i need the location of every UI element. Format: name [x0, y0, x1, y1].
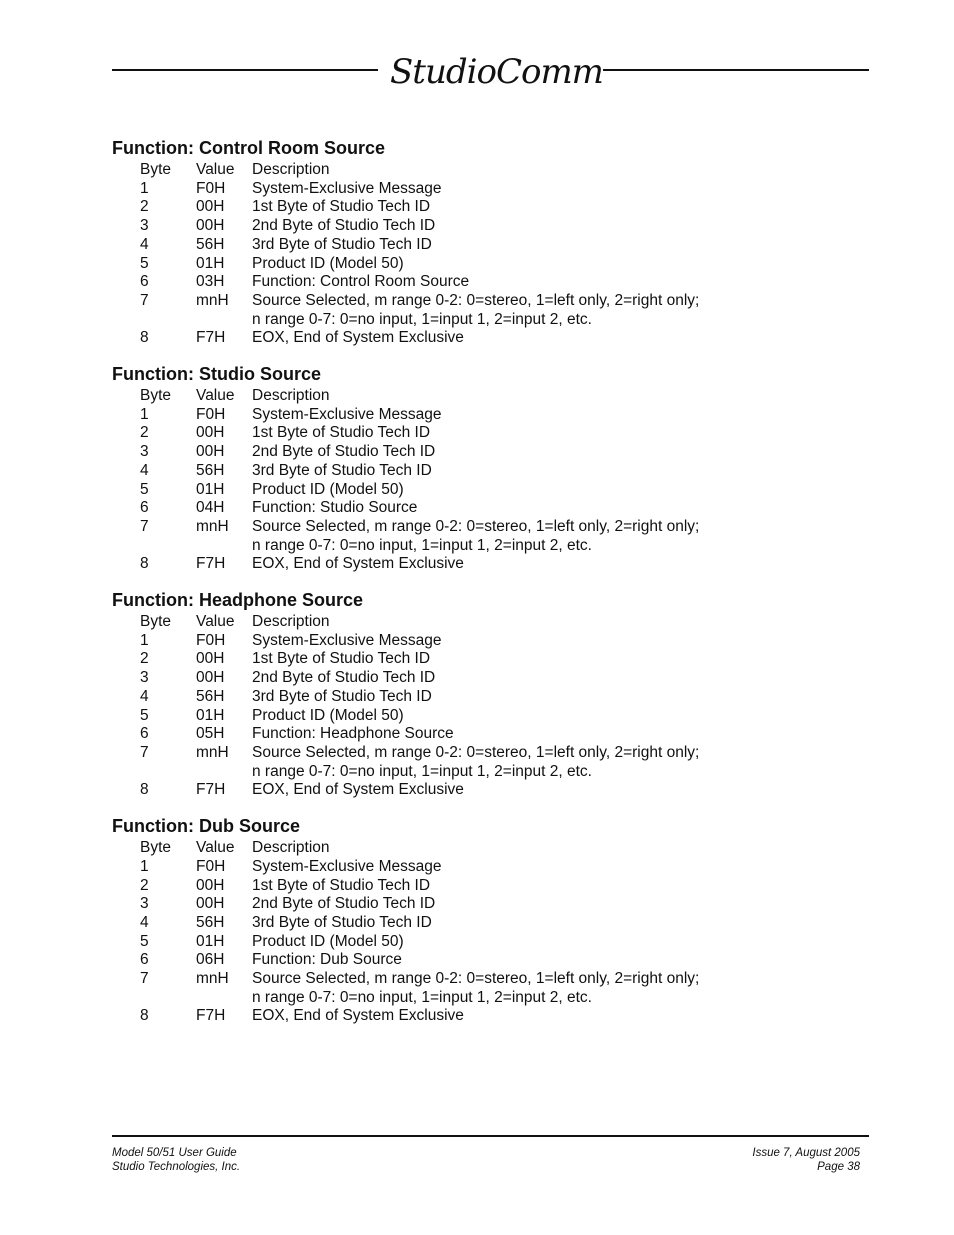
column-header-byte: Byte — [140, 387, 172, 405]
table-row — [112, 311, 872, 330]
table-row — [112, 424, 872, 443]
table-row — [112, 499, 872, 518]
byte-cell: 3 — [140, 443, 149, 461]
byte-cell: 1 — [140, 179, 149, 197]
description-cell: System-Exclusive Message — [252, 405, 442, 423]
byte-cell: 2 — [140, 424, 149, 442]
table-row — [112, 443, 872, 462]
description-cell: EOX, End of System Exclusive — [252, 329, 464, 347]
value-cell: F0H — [196, 631, 226, 649]
value-cell: 03H — [196, 273, 225, 291]
table-row — [112, 255, 872, 274]
table-row — [112, 763, 872, 782]
section-title: Function: Headphone Source — [112, 590, 364, 611]
byte-cell: 6 — [140, 725, 149, 743]
footer-right — [752, 1146, 860, 1174]
description-cell: 3rd Byte of Studio Tech ID — [252, 461, 432, 479]
byte-cell — [112, 763, 196, 782]
table-row — [112, 292, 872, 311]
section-title: Function: Control Room Source — [112, 138, 385, 158]
value-cell — [196, 311, 252, 330]
description-cell: EOX, End of System Exclusive — [252, 555, 464, 573]
table-row — [112, 462, 872, 481]
studiocomm-logo: StudioComm — [390, 52, 603, 92]
column-header-byte: Byte — [140, 839, 172, 857]
byte-cell: 5 — [140, 254, 149, 272]
table-row — [112, 217, 872, 236]
byte-cell: 1 — [140, 857, 149, 875]
description-cell: 2nd Byte of Studio Tech ID — [252, 443, 436, 461]
description-cell: 1st Byte of Studio Tech ID — [252, 424, 431, 442]
footer-issue: Issue 7, August 2005 — [752, 1147, 860, 1159]
description-cell: Product ID (Model 50) — [252, 480, 404, 498]
description-cell: Source Selected, m range 0-2: 0=stereo, 1=left only, 2=right only; — [252, 517, 700, 535]
value-cell: 00H — [196, 876, 225, 894]
table-row — [112, 914, 872, 933]
byte-cell: 7 — [140, 743, 149, 761]
column-header-description: Description — [252, 613, 330, 631]
description-cell: Source Selected, m range 0-2: 0=stereo, 1=left only, 2=right only; — [252, 743, 700, 761]
byte-cell: 7 — [140, 517, 149, 535]
description-cell: 3rd Byte of Studio Tech ID — [252, 913, 432, 931]
function-section — [112, 814, 872, 1026]
value-cell: 00H — [196, 198, 225, 216]
footer-guide-title: Model 50/51 User Guide — [112, 1147, 237, 1159]
byte-cell: 7 — [140, 291, 149, 309]
table-row — [112, 933, 872, 952]
value-cell: F0H — [196, 857, 226, 875]
byte-cell: 5 — [140, 706, 149, 724]
table-row — [112, 632, 872, 651]
value-cell: 00H — [196, 217, 225, 235]
value-cell: 56H — [196, 913, 225, 931]
description-cell: System-Exclusive Message — [252, 179, 442, 197]
description-cell: 1st Byte of Studio Tech ID — [252, 650, 431, 668]
byte-cell: 6 — [140, 499, 149, 517]
value-cell: 56H — [196, 687, 225, 705]
byte-cell: 4 — [140, 235, 149, 253]
table-row — [112, 725, 872, 744]
byte-cell: 1 — [140, 631, 149, 649]
table-row — [112, 781, 872, 800]
table-row — [112, 858, 872, 877]
table-header-row — [112, 161, 872, 180]
description-cell: n range 0-7: 0=no input, 1=input 1, 2=input 2, etc. — [252, 988, 592, 1006]
byte-cell: 5 — [140, 932, 149, 950]
description-cell: Source Selected, m range 0-2: 0=stereo, 1=left only, 2=right only; — [252, 970, 700, 988]
column-header-byte: Byte — [140, 161, 172, 178]
table-row — [112, 669, 872, 688]
table-row — [112, 555, 872, 574]
table-header-row — [112, 613, 872, 632]
value-cell: F0H — [196, 179, 226, 197]
section-title: Function: Dub Source — [112, 816, 300, 837]
value-cell: 56H — [196, 235, 225, 253]
description-cell: System-Exclusive Message — [252, 857, 442, 875]
table-row — [112, 329, 872, 348]
table-row — [112, 406, 872, 425]
description-cell: n range 0-7: 0=no input, 1=input 1, 2=input 2, etc. — [252, 310, 592, 328]
footer-company: Studio Technologies, Inc. — [112, 1161, 241, 1173]
value-cell: 06H — [196, 951, 225, 969]
value-cell — [196, 537, 252, 556]
value-cell: 00H — [196, 650, 225, 668]
value-cell — [196, 763, 252, 782]
function-section — [112, 136, 872, 348]
description-cell: Function: Control Room Source — [252, 273, 470, 291]
description-cell: 3rd Byte of Studio Tech ID — [252, 235, 432, 253]
value-cell: 56H — [196, 461, 225, 479]
description-cell: 2nd Byte of Studio Tech ID — [252, 217, 436, 235]
byte-cell: 2 — [140, 198, 149, 216]
function-section — [112, 588, 872, 800]
byte-cell: 4 — [140, 913, 149, 931]
byte-cell: 8 — [140, 781, 149, 799]
description-cell: 2nd Byte of Studio Tech ID — [252, 895, 436, 913]
value-cell: 01H — [196, 932, 225, 950]
value-cell: 00H — [196, 895, 225, 913]
value-cell: F7H — [196, 781, 226, 799]
description-cell: 1st Byte of Studio Tech ID — [252, 198, 431, 216]
byte-cell: 8 — [140, 329, 149, 347]
description-cell: Product ID (Model 50) — [252, 932, 404, 950]
table-header-row — [112, 387, 872, 406]
table-header-row — [112, 839, 872, 858]
column-header-byte: Byte — [140, 613, 172, 631]
byte-cell: 6 — [140, 273, 149, 291]
table-row — [112, 989, 872, 1008]
page-header — [0, 50, 954, 100]
column-header-value: Value — [196, 161, 235, 178]
byte-cell: 8 — [140, 555, 149, 573]
column-header-value: Value — [196, 387, 235, 405]
footer-page-number: Page 38 — [817, 1161, 860, 1173]
description-cell: Product ID (Model 50) — [252, 706, 404, 724]
value-cell: 05H — [196, 725, 225, 743]
byte-cell: 4 — [140, 461, 149, 479]
table-row — [112, 273, 872, 292]
value-cell: mnH — [196, 291, 229, 309]
value-cell: mnH — [196, 743, 229, 761]
description-cell: System-Exclusive Message — [252, 631, 442, 649]
description-cell: Function: Dub Source — [252, 951, 402, 969]
value-cell: 01H — [196, 480, 225, 498]
description-cell: Source Selected, m range 0-2: 0=stereo, 1=left only, 2=right only; — [252, 291, 700, 309]
value-cell: 00H — [196, 669, 225, 687]
byte-cell: 6 — [140, 951, 149, 969]
function-section — [112, 362, 872, 574]
column-header-value: Value — [196, 839, 235, 857]
description-cell: n range 0-7: 0=no input, 1=input 1, 2=input 2, etc. — [252, 536, 592, 554]
description-cell: Function: Studio Source — [252, 499, 418, 517]
table-row — [112, 180, 872, 199]
table-row — [112, 1007, 872, 1026]
section-title: Function: Studio Source — [112, 364, 321, 385]
table-row — [112, 650, 872, 669]
byte-cell: 2 — [140, 876, 149, 894]
value-cell: F0H — [196, 405, 226, 423]
description-cell: Function: Headphone Source — [252, 725, 454, 743]
footer-left — [112, 1146, 240, 1174]
table-row — [112, 951, 872, 970]
description-cell: EOX, End of System Exclusive — [252, 781, 464, 799]
table-row — [112, 198, 872, 217]
byte-cell: 4 — [140, 687, 149, 705]
value-cell: F7H — [196, 1007, 226, 1025]
value-cell: mnH — [196, 517, 229, 535]
value-cell: 04H — [196, 499, 225, 517]
byte-cell: 2 — [140, 650, 149, 668]
description-cell: 1st Byte of Studio Tech ID — [252, 876, 431, 894]
value-cell: 01H — [196, 254, 225, 272]
column-header-description: Description — [252, 161, 330, 178]
value-cell: 01H — [196, 706, 225, 724]
description-cell: 2nd Byte of Studio Tech ID — [252, 669, 436, 687]
byte-cell — [112, 537, 196, 556]
table-row — [112, 518, 872, 537]
value-cell: mnH — [196, 970, 229, 988]
description-cell: EOX, End of System Exclusive — [252, 1007, 464, 1025]
byte-cell — [112, 989, 196, 1008]
byte-cell — [112, 311, 196, 330]
value-cell: 00H — [196, 424, 225, 442]
value-cell: F7H — [196, 329, 226, 347]
byte-cell: 8 — [140, 1007, 149, 1025]
value-cell — [196, 989, 252, 1008]
table-row — [112, 537, 872, 556]
table-row — [112, 970, 872, 989]
value-cell: F7H — [196, 555, 226, 573]
table-row — [112, 481, 872, 500]
column-header-value: Value — [196, 613, 235, 631]
description-cell: n range 0-7: 0=no input, 1=input 1, 2=input 2, etc. — [252, 762, 592, 780]
value-cell: 00H — [196, 443, 225, 461]
main-content — [112, 136, 872, 1040]
header-rule-left — [112, 69, 378, 71]
footer-rule — [112, 1135, 869, 1137]
column-header-description: Description — [252, 387, 330, 405]
table-row — [112, 707, 872, 726]
table-row — [112, 744, 872, 763]
byte-cell: 3 — [140, 217, 149, 235]
table-row — [112, 877, 872, 896]
header-rule-right — [603, 69, 869, 71]
byte-cell: 5 — [140, 480, 149, 498]
table-row — [112, 236, 872, 255]
table-row — [112, 895, 872, 914]
byte-cell: 3 — [140, 669, 149, 687]
byte-cell: 1 — [140, 405, 149, 423]
description-cell: Product ID (Model 50) — [252, 254, 404, 272]
byte-cell: 3 — [140, 895, 149, 913]
table-row — [112, 688, 872, 707]
byte-cell: 7 — [140, 970, 149, 988]
column-header-description: Description — [252, 839, 330, 857]
description-cell: 3rd Byte of Studio Tech ID — [252, 687, 432, 705]
